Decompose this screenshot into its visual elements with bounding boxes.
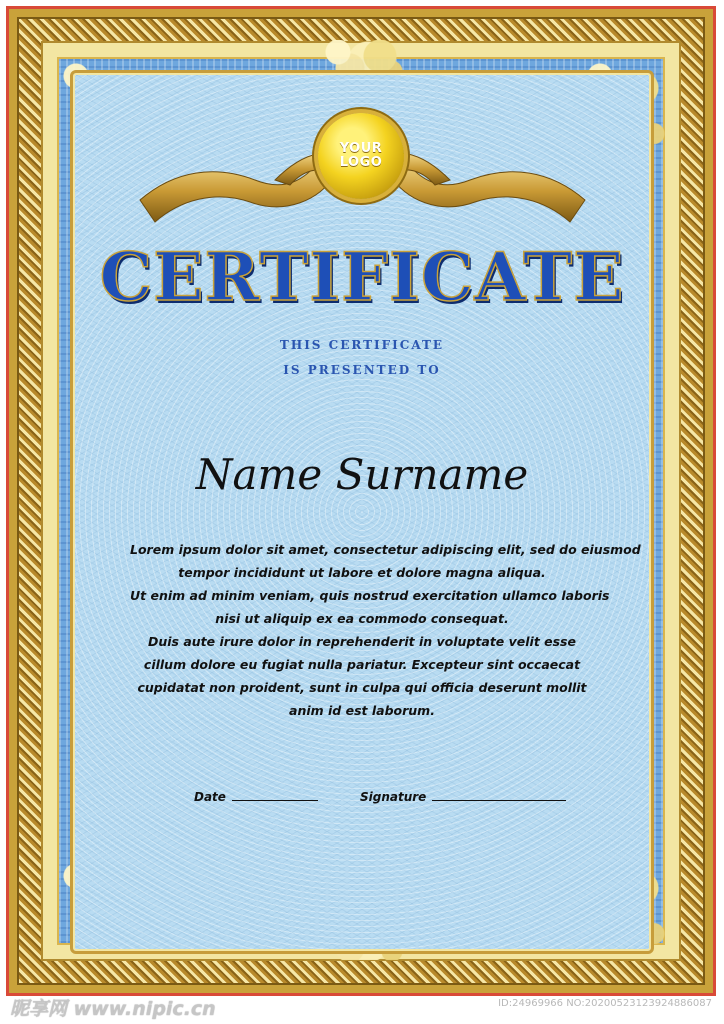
site-watermark: 昵享网 www.nipic.cn: [10, 998, 216, 1020]
logo-seal: [318, 113, 404, 199]
signature-label: Signature: [360, 790, 427, 804]
body-line: tempor incididunt ut labore et dolore magna aliqua.: [178, 565, 546, 580]
body-line: Duis aute irure dolor in reprehenderit in voluptate velit esse: [148, 634, 576, 649]
body-line: cupidatat non proident, sunt in culpa qui officia deserunt mollit: [137, 680, 587, 695]
body-line: nisi ut aliquip ex ea commodo consequat.: [215, 611, 509, 626]
body-line: cillum dolore eu fugiat nulla pariatur. Excepteur sint occaecat: [143, 657, 581, 672]
body-line: anim id est laborum.: [289, 703, 435, 718]
recipient-name: Name Surname: [195, 450, 529, 499]
image-id-watermark: ID:24969966 NO:20200523123924886087: [498, 998, 712, 1009]
subtitle-line-2: IS PRESENTED TO: [283, 363, 441, 377]
signature-field: [360, 789, 566, 804]
logo-text: YOUR LOGO: [339, 141, 383, 170]
body-line: Lorem ipsum dolor sit amet, consectetur adipiscing elit, sed do eiusmod: [130, 542, 641, 557]
certificate-title: CERTIFICATE: [99, 238, 625, 316]
date-label: Date: [194, 790, 226, 804]
signature-line: [432, 789, 566, 801]
body-line: Ut enim ad minim veniam, quis nostrud exercitation ullamco laboris: [130, 588, 610, 603]
certificate-body: [130, 538, 641, 722]
date-line: [232, 789, 318, 801]
subtitle-line-1: THIS CERTIFICATE: [279, 338, 445, 352]
date-field: [194, 789, 318, 804]
